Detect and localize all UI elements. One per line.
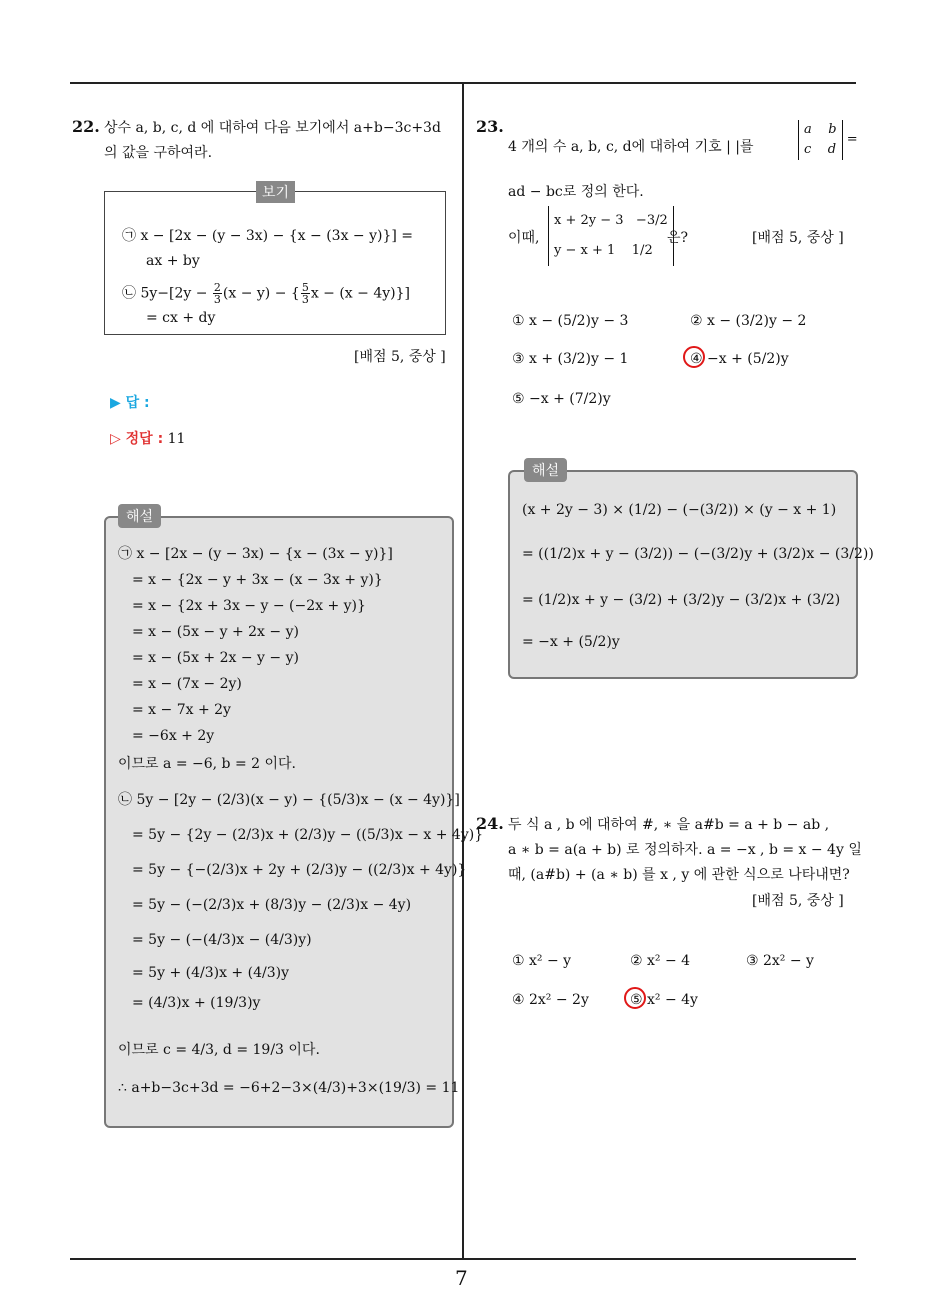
q23-sol-line: = −x + (5/2)y bbox=[522, 634, 620, 650]
sol2-head: ㉡ 5y − [2y − (2/3)(x − y) − {(5/3)x − (x − 4y)}] bbox=[118, 792, 460, 808]
q22-correct: ▷ 정답 : 11 bbox=[110, 431, 186, 447]
selected-answer-circle-icon bbox=[683, 346, 705, 368]
sol2-line: = 5y − {−(2/3)x + 2y + (2/3)y − ((2/3)x + 4y)} bbox=[132, 862, 467, 878]
sol-line: = x − {2x − y + 3x − (x − 3x + y)} bbox=[132, 572, 383, 588]
sol-line: ㉠ x − [2x − (y − 3x) − {x − (3x − y)}] bbox=[118, 546, 393, 562]
q22-solution-tag: 해설 bbox=[118, 504, 161, 528]
sol-line: = x − (7x − 2y) bbox=[132, 676, 242, 692]
boggi-item-2: ㉡ 5y−[2y − $\frac{2}{3}$ (x − y) − { $\frac{5}{3}$ x − (x − 4y)}] bbox=[122, 281, 410, 306]
sol-line: = x − {2x + 3x − y − (−2x + y)} bbox=[132, 598, 366, 614]
sol-line: = x − (5x + 2x − y − y) bbox=[132, 650, 299, 666]
q23-solution-tag: 해설 bbox=[524, 458, 567, 482]
sol2-cd: 이므로 c = 4/3, d = 19/3 이다. bbox=[118, 1042, 320, 1058]
sol2-line: = 5y − (−(4/3)x − (4/3)y) bbox=[132, 932, 312, 948]
sol-line: = x − (5x − y + 2x − y) bbox=[132, 624, 299, 640]
sol2-line: = 5y − (−(2/3)x + (8/3)y − (2/3)x − 4y) bbox=[132, 897, 412, 913]
q23-text-3-end: 은? bbox=[667, 230, 689, 246]
q24-text-2: a ∗ b = a(a + b) 로 정의하자. a = −x , b = x − 4y 일 bbox=[508, 842, 862, 858]
boggi-item-1b: ax + by bbox=[146, 253, 200, 269]
q23-choice-1[interactable]: ① x − (5/2)y − 3 bbox=[512, 313, 629, 329]
q24-choice-3[interactable]: ③ 2x² − y bbox=[746, 953, 814, 969]
sol-line: = x − 7x + 2y bbox=[132, 702, 231, 718]
q23-number: 23. bbox=[476, 117, 504, 136]
selected-answer-circle-icon bbox=[624, 987, 646, 1009]
q23-points: [배점 5, 중상 ] bbox=[752, 230, 844, 246]
q24-text-1: 두 식 a , b 에 대하여 #, ∗ 을 a#b = a + b − ab , bbox=[508, 817, 830, 833]
boggi-item-2b: = cx + dy bbox=[146, 310, 216, 326]
sol2-line: = 5y + (4/3)x + (4/3)y bbox=[132, 965, 289, 981]
q24-text-3: 때, (a#b) + (a ∗ b) 를 x , y 에 관한 식으로 나타내면? bbox=[508, 867, 850, 883]
q23-sol-line: = ((1/2)x + y − (3/2)) − (−(3/2)y + (3/2)x − (3/2)) bbox=[522, 546, 874, 562]
q23-choice-2[interactable]: ② x − (3/2)y − 2 bbox=[690, 313, 807, 329]
column-divider bbox=[462, 83, 464, 1258]
q22-text-2: 의 값을 구하여라. bbox=[104, 145, 213, 161]
q23-sol-line: = (1/2)x + y − (3/2) + (3/2)y − (3/2)x + (3/2) bbox=[522, 592, 841, 608]
q23-det-symbol: a b c d = bbox=[798, 120, 858, 160]
q23-choice-5[interactable]: ⑤ −x + (7/2)y bbox=[512, 391, 611, 407]
sol2-final: ∴ a+b−3c+3d = −6+2−3×(4/3)+3×(19/3) = 11 bbox=[118, 1080, 460, 1096]
q24-choice-4[interactable]: ④ 2x² − 2y bbox=[512, 992, 589, 1008]
q22-points: [배점 5, 중상 ] bbox=[354, 349, 446, 365]
q23-text-2: ad − bc로 정의 한다. bbox=[508, 184, 644, 200]
bottom-rule bbox=[70, 1258, 856, 1260]
q24-choice-5[interactable]: ⑤ x² − 4y bbox=[630, 992, 698, 1008]
q24-number: 24. bbox=[476, 814, 504, 833]
q22-number: 22. bbox=[72, 117, 100, 136]
boggi-item-1a: ㉠ x − [2x − (y − 3x) − {x − (3x − y)}] = bbox=[122, 228, 414, 244]
page-number: 7 bbox=[455, 1266, 468, 1290]
sol-line: 이므로 a = −6, b = 2 이다. bbox=[118, 756, 296, 772]
q23-determinant: x + 2y − 3 −3/2 y − x + 1 1/2 bbox=[548, 206, 674, 266]
q22-answer-label: ▶ 답 : bbox=[110, 395, 150, 411]
q23-choice-3[interactable]: ③ x + (3/2)y − 1 bbox=[512, 351, 629, 367]
q22-text-1: 상수 a, b, c, d 에 대하여 다음 보기에서 a+b−3c+3d bbox=[104, 120, 441, 136]
q24-points: [배점 5, 중상 ] bbox=[752, 893, 844, 909]
q23-text-3: 이때, bbox=[508, 230, 540, 246]
sol2-line: = 5y − {2y − (2/3)x + (2/3)y − ((5/3)x − x + 4y)} bbox=[132, 827, 484, 843]
sol2-line: = (4/3)x + (19/3)y bbox=[132, 995, 261, 1011]
q23-choice-4[interactable]: ④ −x + (5/2)y bbox=[690, 351, 789, 367]
sol-line: = −6x + 2y bbox=[132, 728, 215, 744]
q24-choice-1[interactable]: ① x² − y bbox=[512, 953, 572, 969]
q23-sol-line: (x + 2y − 3) × (1/2) − (−(3/2)) × (y − x + 1) bbox=[522, 502, 837, 518]
boggi-label: 보기 bbox=[256, 181, 295, 203]
q23-text-1: 4 개의 수 a, b, c, d에 대하여 기호 | |를 bbox=[508, 139, 754, 155]
q24-choice-2[interactable]: ② x² − 4 bbox=[630, 953, 691, 969]
